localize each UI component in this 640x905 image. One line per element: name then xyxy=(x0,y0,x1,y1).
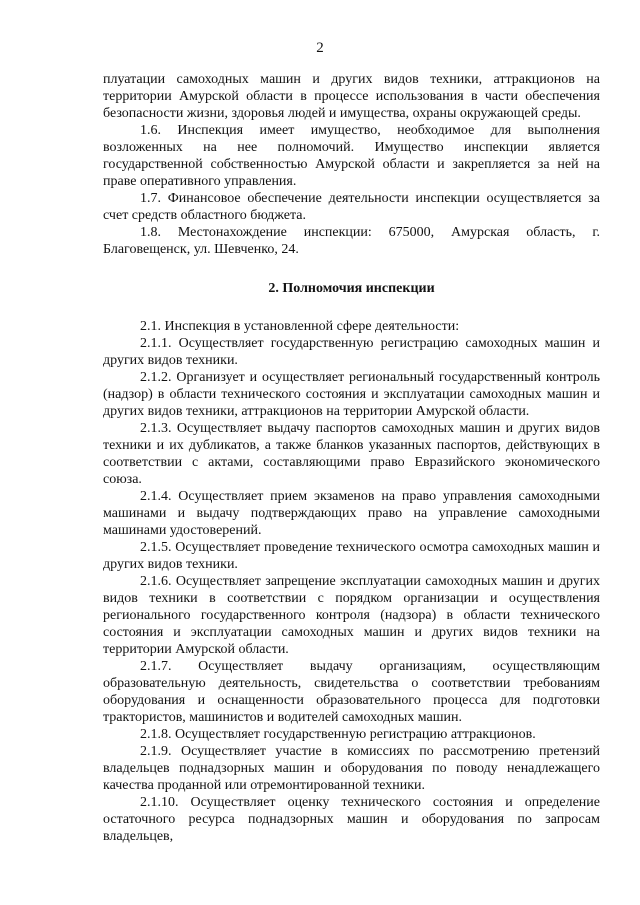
page-number: 2 xyxy=(316,40,324,56)
paragraph-1-7: 1.7. Финансовое обеспечение деятельности инспекции осуществляется за счет средств областного бюджета. xyxy=(103,191,600,223)
paragraph-2-1-8: 2.1.8. Осуществляет государственную регистрацию аттракционов. xyxy=(140,727,536,742)
intro-continuation: плуатации самоходных машин и других видов техники, аттракционов на территории Амурской области в процессе использования в части обеспечения безопасности жизни, здоровья людей и имущества, охраны окружающей среды. xyxy=(103,72,600,121)
paragraph-1-6: 1.6. Инспекция имеет имущество, необходимое для выполнения возложенных на нее полномочий. Имущество инспекции является государственной собственностью Амурской области и закрепляется за ней на праве оперативного управления. xyxy=(103,123,600,189)
paragraph-2-1: 2.1. Инспекция в установленной сфере деятельности: xyxy=(140,319,460,334)
paragraph-2-1-1: 2.1.1. Осуществляет государственную регистрацию самоходных машин и других видов техники. xyxy=(103,336,600,368)
paragraph-2-1-2: 2.1.2. Организует и осуществляет региональный государственный контроль (надзор) в области технического состояния и эксплуатации самоходных машин и других видов техники, аттракционов на территории Амурской области. xyxy=(103,370,600,419)
document-body xyxy=(103,71,600,845)
paragraph-2-1-7: 2.1.7. Осуществляет выдачу организациям, осуществляющим образовательную деятельность, свидетельства о соответствии требованиям оборудования и оснащенности образовательного процесса для подготовки трактористов, машинистов и водителей самоходных машин. xyxy=(103,659,600,725)
paragraph-1-8: 1.8. Местонахождение инспекции: 675000, Амурская область, г. Благовещенск, ул. Шевченко, 24. xyxy=(103,225,600,257)
paragraph-2-1-6: 2.1.6. Осуществляет запрещение эксплуатации самоходных машин и других видов техники в соответствии с порядком организации и осуществления регионального государственного контроля (надзора) в области технического состояния и эксплуатации самоходных машин и других видов техники на территории Амурской области. xyxy=(103,574,600,657)
paragraph-2-1-9: 2.1.9. Осуществляет участие в комиссиях по рассмотрению претензий владельцев поднадзорных машин и оборудования по поводу ненадлежащего качества проданной или отремонтированной техники. xyxy=(103,744,600,793)
paragraph-2-1-4: 2.1.4. Осуществляет прием экзаменов на право управления самоходными машинами и выдачу подтверждающих право на управление самоходными машинами удостоверений. xyxy=(103,489,600,538)
paragraph-2-1-5: 2.1.5. Осуществляет проведение технического осмотра самоходных машин и других видов техники. xyxy=(103,540,600,572)
paragraph-2-1-3: 2.1.3. Осуществляет выдачу паспортов самоходных машин и других видов техники и их дубликатов, а также бланков указанных паспортов, действующих в соответствии с актами, составляющими право Евразийского экономического союза. xyxy=(103,421,600,487)
paragraph-2-1-10: 2.1.10. Осуществляет оценку технического состояния и определение остаточного ресурса поднадзорных машин и оборудования по запросам владельцев, xyxy=(103,795,600,844)
section-heading: 2. Полномочия инспекции xyxy=(268,281,435,296)
